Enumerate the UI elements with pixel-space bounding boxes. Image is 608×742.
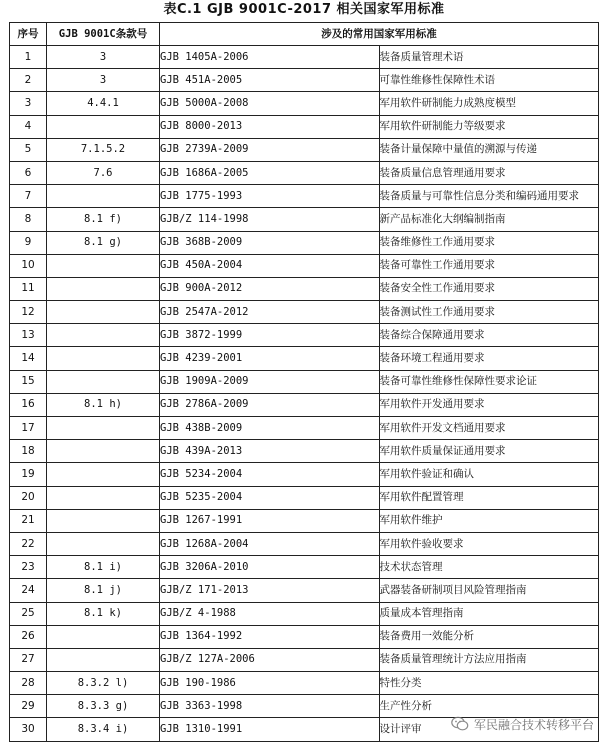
row-code: GJB 2786A-2009 <box>160 393 380 416</box>
row-name: 装备环境工程通用要求 <box>379 347 599 370</box>
row-clause: 8.1 f) <box>47 208 160 231</box>
table-row <box>10 324 599 347</box>
row-seq: 4 <box>10 115 47 138</box>
row-clause: 7.6 <box>47 161 160 184</box>
row-clause: 7.1.5.2 <box>47 138 160 161</box>
row-name: 生产性分析 <box>379 695 599 718</box>
table-row <box>10 138 599 161</box>
table-row <box>10 301 599 324</box>
row-name: 装备可靠性维修性保障性要求论证 <box>379 370 599 393</box>
row-seq: 1 <box>10 46 47 69</box>
row-name: 新产品标准化大纲编制指南 <box>379 208 599 231</box>
table-row <box>10 277 599 300</box>
row-code: GJB 450A-2004 <box>160 254 380 277</box>
table-row <box>10 92 599 115</box>
table-body <box>10 46 599 742</box>
row-seq: 22 <box>10 532 47 555</box>
row-name: 装备安全性工作通用要求 <box>379 277 599 300</box>
table-title: 表C.1 GJB 9001C-2017 相关国家军用标准 <box>163 2 445 17</box>
row-clause: 8.3.3 g) <box>47 695 160 718</box>
header-seq: 序号 <box>10 23 47 46</box>
table-row <box>10 370 599 393</box>
table-row <box>10 625 599 648</box>
row-code: GJB 1775-1993 <box>160 185 380 208</box>
row-clause: 8.3.4 i) <box>47 718 160 741</box>
row-seq: 9 <box>10 231 47 254</box>
row-seq: 12 <box>10 301 47 324</box>
row-seq: 30 <box>10 718 47 741</box>
row-seq: 2 <box>10 69 47 92</box>
row-seq: 29 <box>10 695 47 718</box>
row-clause <box>47 324 160 347</box>
watermark <box>451 714 594 734</box>
row-clause: 4.4.1 <box>47 92 160 115</box>
row-code: GJB 368B-2009 <box>160 231 380 254</box>
row-seq: 15 <box>10 370 47 393</box>
row-code: GJB 438B-2009 <box>160 417 380 440</box>
table-row <box>10 185 599 208</box>
row-name: 军用软件研制能力等级要求 <box>379 115 599 138</box>
table-row <box>10 46 599 69</box>
row-seq: 23 <box>10 556 47 579</box>
row-name: 军用软件维护 <box>379 509 599 532</box>
table-row <box>10 254 599 277</box>
row-code: GJB 439A-2013 <box>160 440 380 463</box>
row-name: 军用软件验收要求 <box>379 532 599 555</box>
table-row <box>10 648 599 671</box>
wechat-icon <box>451 716 469 732</box>
row-clause <box>47 509 160 532</box>
row-seq: 7 <box>10 185 47 208</box>
row-seq: 28 <box>10 672 47 695</box>
row-clause <box>47 625 160 648</box>
header-clause: GJB 9001C条款号 <box>47 23 160 46</box>
row-code: GJB 3206A-2010 <box>160 556 380 579</box>
table-row <box>10 69 599 92</box>
row-name: 质量成本管理指南 <box>379 602 599 625</box>
row-clause <box>47 463 160 486</box>
row-seq: 18 <box>10 440 47 463</box>
row-seq: 26 <box>10 625 47 648</box>
row-code: GJB/Z 114-1998 <box>160 208 380 231</box>
row-code: GJB 1364-1992 <box>160 625 380 648</box>
table-row <box>10 115 599 138</box>
row-code: GJB 8000-2013 <box>160 115 380 138</box>
table-row <box>10 672 599 695</box>
table-row <box>10 231 599 254</box>
row-name: 装备可靠性工作通用要求 <box>379 254 599 277</box>
table-row <box>10 532 599 555</box>
row-name: 特性分类 <box>379 672 599 695</box>
row-code: GJB 5234-2004 <box>160 463 380 486</box>
standards-table <box>9 22 599 742</box>
row-code: GJB/Z 127A-2006 <box>160 648 380 671</box>
row-code: GJB 5000A-2008 <box>160 92 380 115</box>
table-row <box>10 417 599 440</box>
row-code: GJB 190-1986 <box>160 672 380 695</box>
row-name: 可靠性维修性保障性术语 <box>379 69 599 92</box>
row-seq: 17 <box>10 417 47 440</box>
row-name: 军用软件开发文档通用要求 <box>379 417 599 440</box>
row-name: 装备质量管理术语 <box>379 46 599 69</box>
row-clause: 8.1 k) <box>47 602 160 625</box>
row-name: 装备综合保障通用要求 <box>379 324 599 347</box>
row-clause <box>47 185 160 208</box>
row-name: 装备质量与可靠性信息分类和编码通用要求 <box>379 185 599 208</box>
row-name: 军用软件质量保证通用要求 <box>379 440 599 463</box>
row-seq: 3 <box>10 92 47 115</box>
row-code: GJB 451A-2005 <box>160 69 380 92</box>
row-name: 军用软件研制能力成熟度模型 <box>379 92 599 115</box>
row-seq: 25 <box>10 602 47 625</box>
row-seq: 13 <box>10 324 47 347</box>
row-name: 军用软件配置管理 <box>379 486 599 509</box>
row-code: GJB 1909A-2009 <box>160 370 380 393</box>
row-name: 装备测试性工作通用要求 <box>379 301 599 324</box>
table-header-row <box>10 23 599 46</box>
table-row <box>10 393 599 416</box>
header-standards: 涉及的常用国家军用标准 <box>160 23 599 46</box>
row-seq: 24 <box>10 579 47 602</box>
table-row <box>10 579 599 602</box>
row-clause <box>47 347 160 370</box>
row-seq: 21 <box>10 509 47 532</box>
row-code: GJB 3363-1998 <box>160 695 380 718</box>
row-seq: 10 <box>10 254 47 277</box>
row-clause: 3 <box>47 46 160 69</box>
row-seq: 20 <box>10 486 47 509</box>
row-clause <box>47 115 160 138</box>
row-clause: 8.1 j) <box>47 579 160 602</box>
row-clause <box>47 301 160 324</box>
row-clause: 8.1 h) <box>47 393 160 416</box>
row-seq: 19 <box>10 463 47 486</box>
row-name: 装备维修性工作通用要求 <box>379 231 599 254</box>
row-seq: 16 <box>10 393 47 416</box>
row-name: 装备费用一效能分析 <box>379 625 599 648</box>
row-name: 武器装备研制项目风险管理指南 <box>379 579 599 602</box>
row-code: GJB 1686A-2005 <box>160 161 380 184</box>
row-code: GJB 3872-1999 <box>160 324 380 347</box>
row-code: GJB/Z 171-2013 <box>160 579 380 602</box>
row-name: 技术状态管理 <box>379 556 599 579</box>
row-seq: 6 <box>10 161 47 184</box>
table-row <box>10 556 599 579</box>
row-seq: 8 <box>10 208 47 231</box>
row-clause <box>47 648 160 671</box>
row-name: 装备质量信息管理通用要求 <box>379 161 599 184</box>
table-row <box>10 509 599 532</box>
table-row <box>10 347 599 370</box>
row-code: GJB 2547A-2012 <box>160 301 380 324</box>
table-row <box>10 161 599 184</box>
row-name: 装备计量保障中量值的溯源与传递 <box>379 138 599 161</box>
table-row <box>10 208 599 231</box>
row-clause: 8.1 g) <box>47 231 160 254</box>
row-code: GJB 1405A-2006 <box>160 46 380 69</box>
table-row <box>10 602 599 625</box>
row-code: GJB 5235-2004 <box>160 486 380 509</box>
row-code: GJB 1310-1991 <box>160 718 380 741</box>
row-code: GJB 1267-1991 <box>160 509 380 532</box>
row-clause: 8.1 i) <box>47 556 160 579</box>
row-code: GJB 900A-2012 <box>160 277 380 300</box>
row-clause <box>47 254 160 277</box>
row-clause <box>47 417 160 440</box>
row-name: 军用软件开发通用要求 <box>379 393 599 416</box>
row-name: 军用软件验证和确认 <box>379 463 599 486</box>
table-row <box>10 440 599 463</box>
row-clause <box>47 532 160 555</box>
table-row <box>10 463 599 486</box>
row-seq: 14 <box>10 347 47 370</box>
row-clause <box>47 277 160 300</box>
row-name: 设计评审 <box>379 718 599 741</box>
row-seq: 27 <box>10 648 47 671</box>
row-clause <box>47 440 160 463</box>
row-clause <box>47 486 160 509</box>
row-seq: 5 <box>10 138 47 161</box>
row-clause <box>47 370 160 393</box>
row-seq: 11 <box>10 277 47 300</box>
row-name: 装备质量管理统计方法应用指南 <box>379 648 599 671</box>
watermark-text: 军民融合技术转移平台 <box>473 717 594 732</box>
table-row <box>10 486 599 509</box>
row-clause: 8.3.2 l) <box>47 672 160 695</box>
row-code: GJB/Z 4-1988 <box>160 602 380 625</box>
row-clause: 3 <box>47 69 160 92</box>
row-code: GJB 4239-2001 <box>160 347 380 370</box>
row-code: GJB 1268A-2004 <box>160 532 380 555</box>
row-code: GJB 2739A-2009 <box>160 138 380 161</box>
